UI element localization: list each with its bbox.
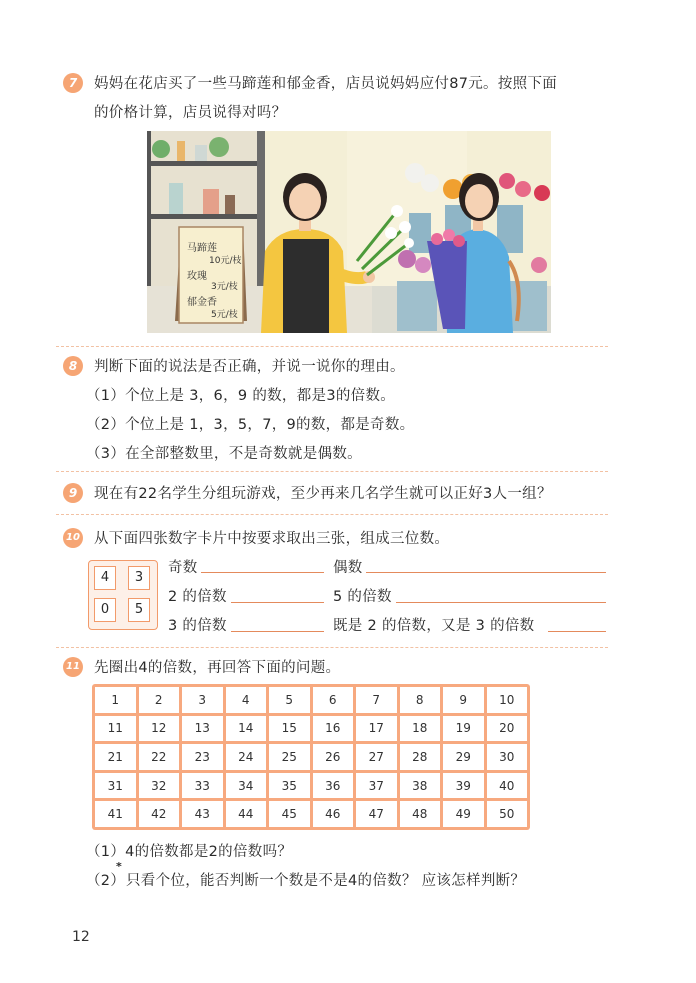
price-sign-price-3: 5元/枝 bbox=[211, 310, 238, 320]
grid-cell[interactable]: 22 bbox=[139, 744, 180, 770]
grid-cell[interactable]: 36 bbox=[313, 773, 354, 799]
label-multiple-of-5: 5 的倍数 bbox=[333, 589, 392, 605]
grid-cell[interactable]: 7 bbox=[356, 687, 397, 713]
section-divider bbox=[56, 471, 608, 472]
grid-cell[interactable]: 13 bbox=[182, 716, 223, 742]
number-grid bbox=[92, 684, 530, 830]
grid-cell[interactable]: 26 bbox=[313, 744, 354, 770]
grid-cell[interactable]: 31 bbox=[95, 773, 136, 799]
label-multiple-of-3: 3 的倍数 bbox=[168, 618, 227, 634]
grid-cell[interactable]: 19 bbox=[443, 716, 484, 742]
grid-cell[interactable]: 45 bbox=[269, 801, 310, 827]
question-8-item-3: （3）在全部整数里，不是奇数就是偶数。 bbox=[86, 446, 362, 462]
grid-cell[interactable]: 44 bbox=[226, 801, 267, 827]
grid-cell[interactable]: 1 bbox=[95, 687, 136, 713]
label-multiple-of-2: 2 的倍数 bbox=[168, 589, 227, 605]
grid-cell[interactable]: 47 bbox=[356, 801, 397, 827]
grid-cell[interactable]: 18 bbox=[400, 716, 441, 742]
grid-cell[interactable]: 21 bbox=[95, 744, 136, 770]
grid-cell[interactable]: 48 bbox=[400, 801, 441, 827]
grid-cell[interactable]: 12 bbox=[139, 716, 180, 742]
grid-cell[interactable]: 29 bbox=[443, 744, 484, 770]
question-number-badge: 10 bbox=[63, 528, 83, 548]
grid-cell[interactable]: 32 bbox=[139, 773, 180, 799]
page-number: 12 bbox=[72, 929, 90, 945]
digit-card: 0 bbox=[94, 598, 116, 622]
grid-cell[interactable]: 15 bbox=[269, 716, 310, 742]
label-odd: 奇数 bbox=[168, 560, 198, 576]
grid-cell[interactable]: 41 bbox=[95, 801, 136, 827]
digit-card: 3 bbox=[128, 566, 150, 590]
question-7-line-2: 的价格计算，店员说得对吗？ bbox=[94, 105, 287, 121]
question-9-text: 现在有22名学生分组玩游戏，至少再来几名学生就可以正好3人一组？ bbox=[94, 486, 552, 502]
grid-cell[interactable]: 23 bbox=[182, 744, 223, 770]
question-11-title: 先圈出4的倍数，再回答下面的问题。 bbox=[94, 660, 341, 676]
label-multiple-of-2-and-3: 既是 2 的倍数，又是 3 的倍数 bbox=[333, 618, 535, 634]
grid-cell[interactable]: 49 bbox=[443, 801, 484, 827]
label-even: 偶数 bbox=[333, 560, 363, 576]
question-11-sub-2-prefix: （2） bbox=[86, 873, 126, 889]
section-divider bbox=[56, 514, 608, 515]
grid-cell[interactable]: 17 bbox=[356, 716, 397, 742]
digit-card: 5 bbox=[128, 598, 150, 622]
grid-cell[interactable]: 20 bbox=[487, 716, 528, 742]
grid-cell[interactable]: 28 bbox=[400, 744, 441, 770]
grid-cell[interactable]: 11 bbox=[95, 716, 136, 742]
grid-cell[interactable]: 50 bbox=[487, 801, 528, 827]
grid-cell[interactable]: 33 bbox=[182, 773, 223, 799]
flower-shop-illustration bbox=[147, 131, 551, 333]
price-sign-item-2: 玫瑰 bbox=[187, 271, 207, 282]
question-number-badge: 8 bbox=[63, 356, 83, 376]
grid-cell[interactable]: 27 bbox=[356, 744, 397, 770]
section-divider bbox=[56, 647, 608, 648]
question-11-sub-1: （1）4的倍数都是2的倍数吗？ bbox=[86, 844, 293, 860]
price-sign-price-2: 3元/枝 bbox=[211, 282, 238, 292]
grid-cell[interactable]: 39 bbox=[443, 773, 484, 799]
grid-cell[interactable]: 34 bbox=[226, 773, 267, 799]
answer-blank-multiple-of-5[interactable] bbox=[396, 602, 606, 603]
grid-cell[interactable]: 30 bbox=[487, 744, 528, 770]
grid-cell[interactable]: 16 bbox=[313, 716, 354, 742]
grid-cell[interactable]: 37 bbox=[356, 773, 397, 799]
grid-cell[interactable]: 9 bbox=[443, 687, 484, 713]
answer-blank-multiple-of-2[interactable] bbox=[231, 602, 324, 603]
grid-cell[interactable]: 25 bbox=[269, 744, 310, 770]
grid-cell[interactable]: 43 bbox=[182, 801, 223, 827]
grid-cell[interactable]: 14 bbox=[226, 716, 267, 742]
question-8-title: 判断下面的说法是否正确，并说一说你的理由。 bbox=[94, 359, 405, 375]
grid-cell[interactable]: 42 bbox=[139, 801, 180, 827]
grid-cell[interactable]: 35 bbox=[269, 773, 310, 799]
digit-card: 4 bbox=[94, 566, 116, 590]
grid-cell[interactable]: 10 bbox=[487, 687, 528, 713]
answer-blank-multiple-of-2-and-3[interactable] bbox=[548, 631, 606, 632]
answer-blank-multiple-of-3[interactable] bbox=[231, 631, 324, 632]
answer-blank-even[interactable] bbox=[366, 572, 606, 573]
question-number-badge: 9 bbox=[63, 483, 83, 503]
grid-cell[interactable]: 3 bbox=[182, 687, 223, 713]
grid-cell[interactable]: 38 bbox=[400, 773, 441, 799]
flower-shop-scene bbox=[147, 131, 551, 333]
grid-cell[interactable]: 40 bbox=[487, 773, 528, 799]
question-number-badge: 7 bbox=[63, 73, 83, 93]
grid-cell[interactable]: 5 bbox=[269, 687, 310, 713]
challenge-star-icon: * bbox=[116, 860, 122, 873]
grid-cell[interactable]: 8 bbox=[400, 687, 441, 713]
question-11-sub-2: 只看个位，能否判断一个数是不是4的倍数？ 应该怎样判断？ bbox=[126, 873, 526, 889]
price-sign-item-3: 郁金香 bbox=[187, 297, 217, 308]
grid-cell[interactable]: 46 bbox=[313, 801, 354, 827]
price-sign-item-1: 马蹄莲 bbox=[187, 243, 217, 254]
price-sign-price-1: 10元/枝 bbox=[209, 256, 242, 266]
question-8-item-1: （1）个位上是 3，6，9 的数，都是3的倍数。 bbox=[86, 388, 396, 404]
grid-cell[interactable]: 2 bbox=[139, 687, 180, 713]
question-number-badge: 11 bbox=[63, 657, 83, 677]
section-divider bbox=[56, 346, 608, 347]
digit-cards-panel bbox=[88, 560, 158, 630]
question-10-title: 从下面四张数字卡片中按要求取出三张，组成三位数。 bbox=[94, 531, 450, 547]
question-7-line-1: 妈妈在花店买了一些马蹄莲和郁金香，店员说妈妈应付87元。按照下面 bbox=[94, 76, 558, 92]
grid-cell[interactable]: 24 bbox=[226, 744, 267, 770]
question-8-item-2: （2）个位上是 1，3，5，7，9的数，都是奇数。 bbox=[86, 417, 415, 433]
answer-blank-odd[interactable] bbox=[201, 572, 324, 573]
grid-cell[interactable]: 6 bbox=[313, 687, 354, 713]
grid-cell[interactable]: 4 bbox=[226, 687, 267, 713]
